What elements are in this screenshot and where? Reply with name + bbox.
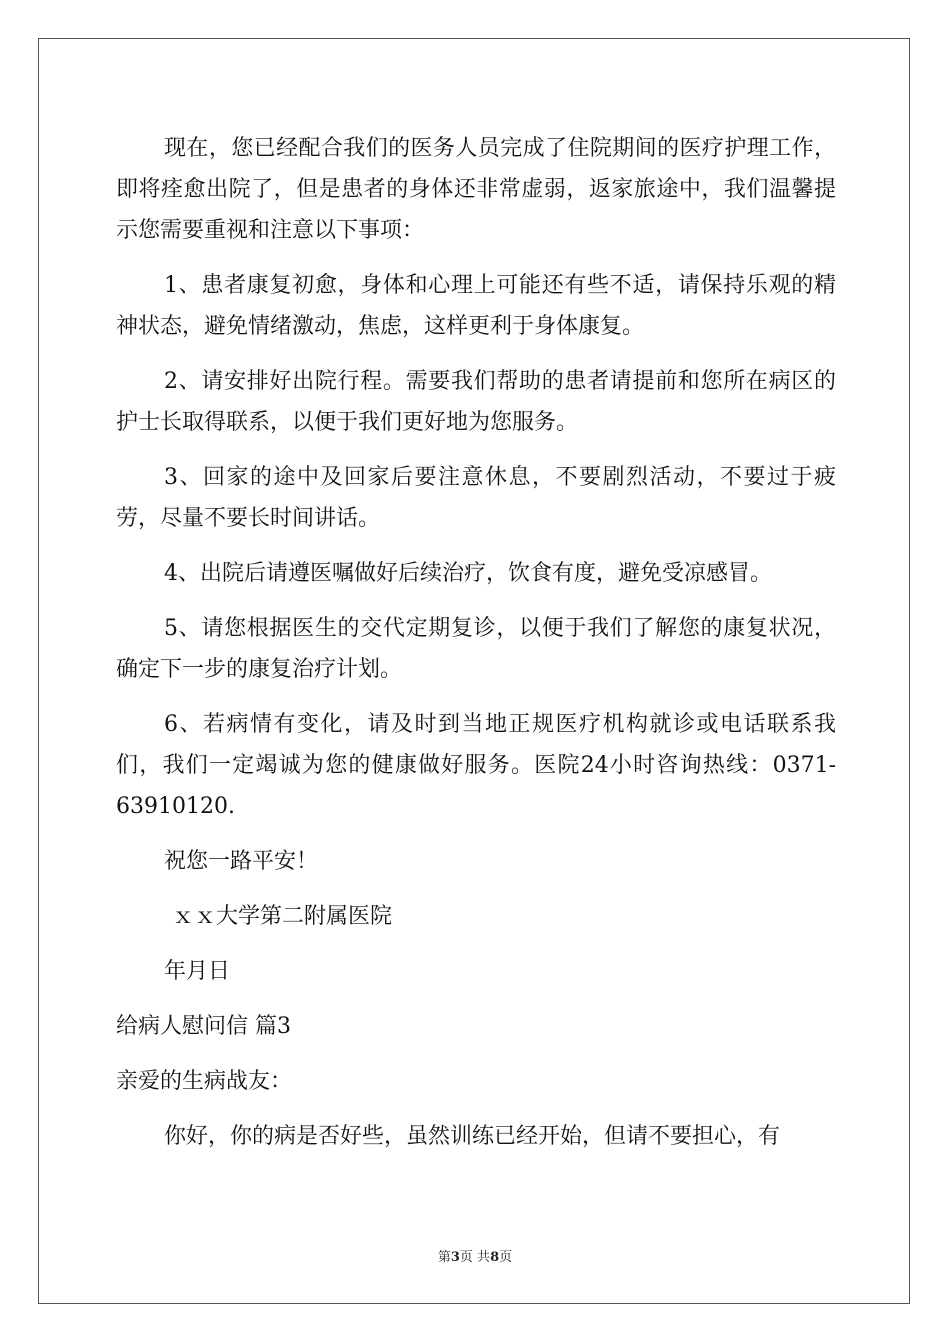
item-6-paragraph: 6、若病情有变化，请及时到当地正规医疗机构就诊或电话联系我们，我们一定竭诚为您的健康做好服务。医院24小时咨询热线：0371-63910120. <box>116 712 836 819</box>
signature-organization: ｘｘ大学第二附属医院 <box>172 904 393 929</box>
current-page-number: 3 <box>450 1250 460 1265</box>
page-suffix: 页 <box>499 1250 513 1265</box>
item-3-paragraph: 3、回家的途中及回家后要注意休息，不要剧烈活动，不要过于疲劳，尽量不要长时间讲话。 <box>116 465 836 531</box>
page-footer <box>0 1246 950 1265</box>
item-4-paragraph: 4、出院后请遵医嘱做好后续治疗，饮食有度，避免受凉感冒。 <box>164 561 772 586</box>
closing-line: 祝您一路平安！ <box>164 849 319 874</box>
section-heading: 给病人慰问信 篇3 <box>116 1014 291 1039</box>
signature-date: 年月日 <box>164 959 231 984</box>
item-5-paragraph: 5、请您根据医生的交代定期复诊，以便于我们了解您的康复状况，确定下一步的康复治疗计划。 <box>116 616 836 682</box>
letter-opening-paragraph: 你好，你的病是否好些，虽然训练已经开始，但请不要担心，有 <box>164 1124 781 1149</box>
item-2-paragraph: 2、请安排好出院行程。需要我们帮助的患者请提前和您所在病区的护士长取得联系，以便于我们更好地为您服务。 <box>116 369 836 435</box>
item-1-paragraph: 1、患者康复初愈，身体和心理上可能还有些不适，请保持乐观的精神状态，避免情绪激动，焦虑，这样更利于身体康复。 <box>116 273 836 339</box>
intro-paragraph: 现在，您已经配合我们的医务人员完成了住院期间的医疗护理工作，即将痊愈出院了，但是患者的身体还非常虚弱，返家旅途中，我们温馨提示您需要重视和注意以下事项： <box>116 136 836 243</box>
total-page-number: 8 <box>490 1250 500 1265</box>
page-mid: 页 共 <box>459 1250 491 1265</box>
page-prefix: 第 <box>437 1250 451 1265</box>
document-body <box>116 128 836 1157</box>
salutation: 亲爱的生病战友： <box>116 1069 293 1094</box>
